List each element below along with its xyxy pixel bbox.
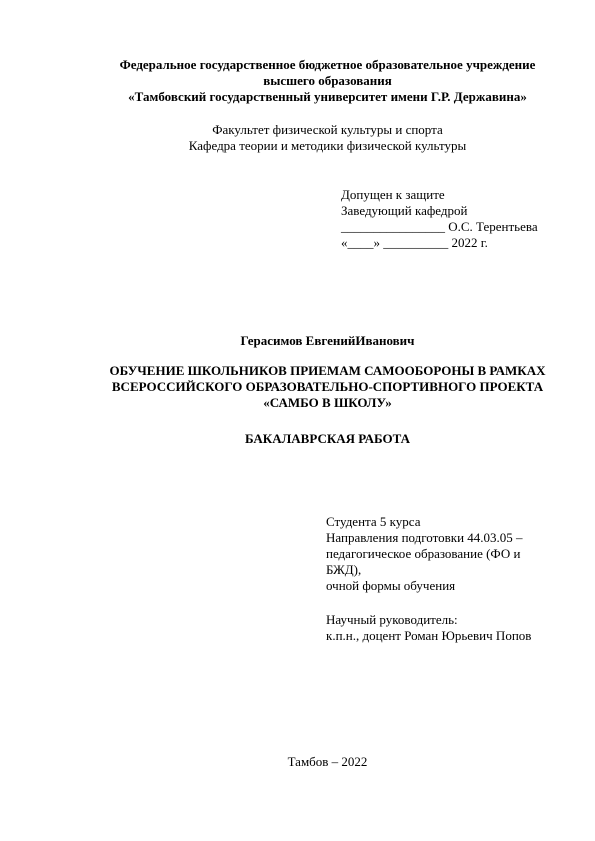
institution-line-2: высшего образования (263, 73, 392, 88)
admission-line-1: Допущен к защите (341, 187, 445, 202)
student-block (326, 514, 566, 594)
institution-line-3: «Тамбовский государственный университет имени Г.Р. Державина» (128, 89, 527, 104)
work-title (30, 363, 595, 411)
faculty-name: Факультет физической культуры и спорта (212, 122, 443, 137)
work-title-line-2: ВСЕРОССИЙСКОГО ОБРАЗОВАТЕЛЬНО-СПОРТИВНОГО ПРОЕКТА (111, 379, 544, 394)
city-year (30, 754, 595, 770)
author-name-text: Герасимов ЕвгенийИванович (240, 333, 415, 348)
work-type (30, 431, 595, 447)
student-line-4: БЖД), (326, 562, 362, 577)
author-name (30, 333, 595, 349)
work-title-line-1: ОБУЧЕНИЕ ШКОЛЬНИКОВ ПРИЕМАМ САМООБОРОНЫ В РАМКАХ (109, 363, 546, 378)
work-title-line-3: «САМБО В ШКОЛУ» (263, 395, 392, 410)
supervisor-name: к.п.н., доцент Роман Юрьевич Попов (326, 628, 532, 643)
supervisor-block (326, 612, 531, 644)
admission-block (341, 187, 538, 251)
admission-signature-line: ________________ О.С. Терентьева (341, 219, 538, 234)
faculty-block (30, 122, 595, 154)
student-line-3: педагогическое образование (ФО и (326, 546, 521, 561)
city-year-text: Тамбов – 2022 (287, 754, 368, 769)
student-line-2: Направления подготовки 44.03.05 – (326, 530, 523, 545)
work-type-text: БАКАЛАВРСКАЯ РАБОТА (244, 431, 410, 446)
student-line-1: Студента 5 курса (326, 514, 421, 529)
admission-date-line: «____» __________ 2022 г. (341, 235, 488, 250)
student-line-5: очной формы обучения (326, 578, 456, 593)
institution-line-1: Федеральное государственное бюджетное образовательное учреждение (119, 57, 536, 72)
department-name: Кафедра теории и методики физической культуры (188, 138, 467, 153)
supervisor-label: Научный руководитель: (326, 612, 458, 627)
institution-header (30, 57, 595, 105)
admission-line-2: Заведующий кафедрой (341, 203, 468, 218)
